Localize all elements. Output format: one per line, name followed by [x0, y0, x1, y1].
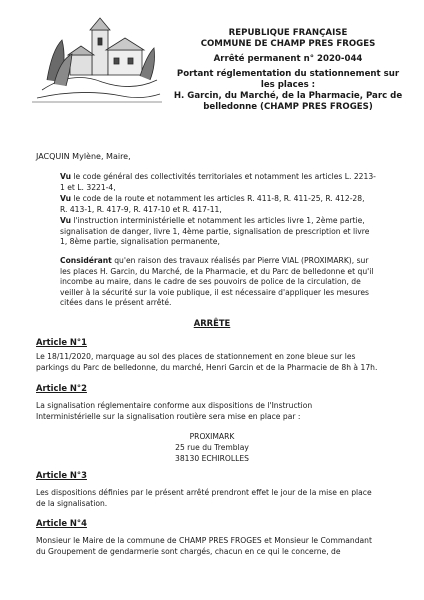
vu-text: l'instruction interministérielle et notamment les articles livre 1, 2ème partie,: [71, 216, 365, 225]
vu-keyword: Vu: [60, 216, 72, 225]
considerant-block: [60, 256, 392, 309]
document-header: [168, 28, 408, 113]
vu-block-1: [60, 172, 392, 193]
article-2-text: [36, 401, 392, 422]
vu-text: le code général des collectivités territoriales et notamment les articles L. 2213-: [71, 172, 376, 181]
subject-line-4: belledonne (CHAMP PRES FROGES): [203, 102, 373, 112]
article-4-title: Article N°4: [36, 518, 87, 528]
arrete-title: ARRÊTE: [193, 318, 231, 328]
address-name: PROXIMARK: [189, 432, 235, 441]
vu-keyword: Vu: [60, 172, 72, 181]
considerant-text: les places H. Garcin, du Marché, de la Pharmacie, et du Parc de belledonne et qu'il: [60, 266, 374, 276]
address-street: 25 rue du Tremblay: [175, 443, 249, 452]
considerant-text: citées dans le présent arrêté.: [60, 298, 172, 307]
vu-text: R. 413-1, R. 417-9, R. 417-10 et R. 417-11,: [60, 204, 222, 214]
vu-text: 1, 8ème partie, signalisation permanente,: [60, 237, 220, 246]
article-3-title: Article N°3: [36, 470, 87, 480]
article-line: du Groupement de gendarmerie sont chargés, chacun en ce qui le concerne, de: [36, 546, 341, 556]
contractor-address: [0, 431, 424, 464]
article-line: Le 18/11/2020, marquage au sol des places de stationnement en zone bleue sur les: [36, 352, 356, 361]
subject-line-1: Portant réglementation du stationnement sur: [176, 69, 400, 79]
article-line: Monsieur le Maire de la commune de CHAMP PRES FROGES et Monsieur le Commandant: [36, 536, 372, 545]
article-3-text: [36, 488, 392, 509]
article-line: La signalisation réglementaire conforme aux dispositions de l'Instruction: [36, 401, 313, 410]
subject-line-2: les places :: [260, 80, 316, 90]
mayor-name: JACQUIN Mylène, Maire,: [36, 152, 131, 161]
considerant-text: veiller à la sécurité sur la voie publique, il est nécessaire d'appliquer les mesures: [60, 287, 370, 297]
article-line: de la signalisation.: [36, 498, 108, 508]
article-line: Les dispositions définies par le présent arrêté prendront effet le jour de la mise en place: [36, 488, 372, 497]
article-2-title: Article N°2: [36, 383, 87, 393]
considerant-text: qu'en raison des travaux réalisés par Pierre VIAL (PROXIMARK), sur: [111, 256, 369, 265]
article-line: parkings du Parc de belledonne, du marché, Henri Garcin et de la Pharmacie de 8h à 17h.: [36, 362, 378, 372]
article-1-text: [36, 352, 392, 373]
commune-line: COMMUNE DE CHAMP PRES FROGES: [200, 39, 376, 49]
article-1-title: Article N°1: [36, 337, 87, 347]
vu-text: le code de la route et notamment les articles R. 411-8, R. 411-25, R. 412-28,: [71, 194, 365, 203]
village-logo: [32, 10, 162, 105]
article-4-text: [36, 536, 392, 557]
republic-line: REPUBLIQUE FRANÇAISE: [228, 28, 348, 38]
vu-keyword: Vu: [60, 194, 72, 203]
vu-text: 1 et L. 3221-4,: [60, 182, 116, 192]
vu-block-3: [60, 216, 392, 248]
considerant-text: incombe au maire, dans le cadre de ses pouvoirs de police de la circulation, de: [60, 277, 361, 286]
subject-line-3: H. Garcin, du Marché, de la Pharmacie, Parc de: [173, 91, 403, 101]
address-city: 38130 ECHIROLLES: [175, 454, 249, 463]
considerant-keyword: Considérant: [60, 256, 112, 265]
vu-text: signalisation de danger, livre 1, 4ème partie, signalisation de prescription et livre: [60, 226, 370, 236]
vu-block-2: [60, 194, 392, 215]
arrete-number: Arrêté permanent n° 2020-044: [213, 54, 363, 64]
article-line: Interministérielle sur la signalisation routière sera mise en place par :: [36, 411, 301, 421]
